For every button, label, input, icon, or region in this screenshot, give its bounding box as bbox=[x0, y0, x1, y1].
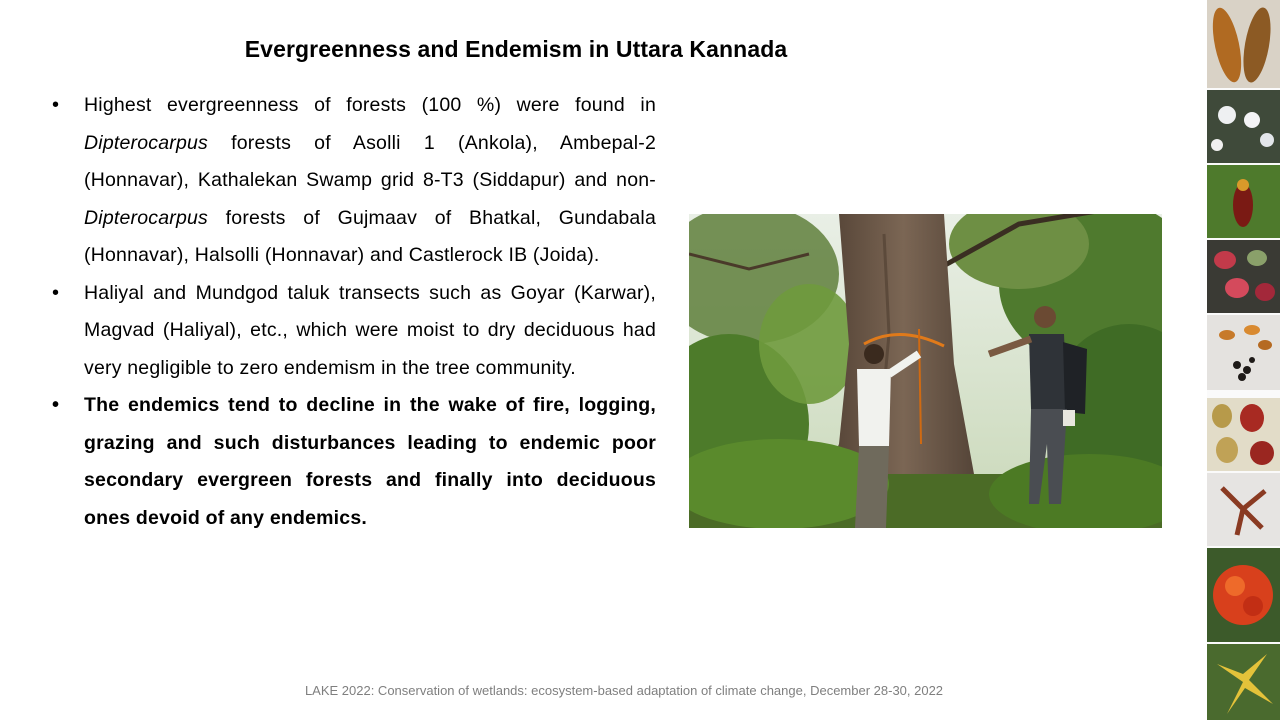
seeds-image bbox=[1207, 315, 1280, 390]
bullet-1-text-c: forests of Gujmaav of Bhatkal, Gundabala (Honnavar), Halsolli (Honnavar) and Castlerock IB (Joida). bbox=[84, 206, 656, 266]
seed-pod-icon bbox=[1207, 0, 1280, 88]
red-flower-image bbox=[1207, 165, 1280, 238]
white-flower-icon bbox=[1207, 90, 1280, 163]
slide-title: Evergreenness and Endemism in Uttara Kannada bbox=[244, 36, 788, 62]
species-image-strip bbox=[1207, 0, 1280, 720]
bullet-1-taxon-2: Dipterocarpus bbox=[84, 206, 208, 229]
orchid-image bbox=[1207, 473, 1280, 546]
tree-measurement-illustration bbox=[689, 214, 1162, 528]
nuts-icon bbox=[1207, 398, 1280, 471]
ixora-flower-icon bbox=[1207, 548, 1280, 642]
red-fruit-icon bbox=[1207, 240, 1280, 313]
orchid-icon bbox=[1207, 473, 1280, 546]
seed-pod-image bbox=[1207, 0, 1280, 88]
yellow-flower-image bbox=[1207, 644, 1280, 720]
bullet-evergreenness bbox=[52, 87, 656, 275]
nuts-image bbox=[1207, 398, 1280, 471]
seeds-icon bbox=[1207, 315, 1280, 390]
red-fruit-image bbox=[1207, 240, 1280, 313]
white-flower-image bbox=[1207, 90, 1280, 163]
bullet-1-text-b: forests of Asolli 1 (Ankola), Ambepal-2 (Honnavar), Kathalekan Swamp grid 8-T3 (Siddapur) and non- bbox=[84, 131, 656, 191]
yellow-flower-icon bbox=[1207, 644, 1280, 720]
bullet-list bbox=[52, 87, 656, 537]
bullet-endemism: • Haliyal and Mundgod taluk transects such as Goyar (Karwar), Magvad (Haliyal), etc., which were moist to dry deciduous had very negligible to zero endemism in the tree community. bbox=[52, 275, 656, 388]
ixora-flower-image bbox=[1207, 548, 1280, 642]
bullet-1-text-a: Highest evergreenness of forests (100 %) were found in bbox=[84, 94, 656, 116]
red-flower-icon bbox=[1207, 165, 1280, 238]
slide-footer: LAKE 2022: Conservation of wetlands: ecosystem-based adaptation of climate change, December 28-30, 2022 bbox=[304, 683, 944, 698]
tree-measurement-photo bbox=[689, 214, 1162, 528]
bullet-1-taxon-1: Dipterocarpus bbox=[84, 131, 208, 154]
bullet-endemics-decline: • The endemics tend to decline in the wake of fire, logging, grazing and such disturbances leading to endemic poor secondary evergreen forests and finally into deciduous ones devoid of any endemics. bbox=[52, 387, 656, 537]
